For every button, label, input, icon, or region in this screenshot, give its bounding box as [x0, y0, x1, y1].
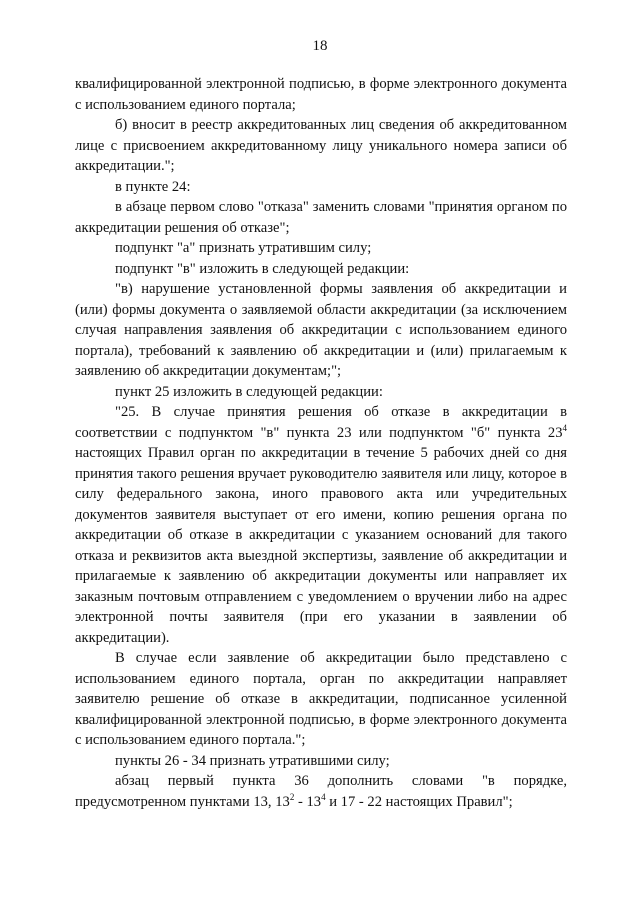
paragraph: б) вносит в реестр аккредитованных лиц сведения об аккредитованном лице с присвоением аккредитованному лицу уникального номера записи об аккредитации."; — [75, 117, 567, 174]
paragraph: в абзаце первом слово "отказа" заменить словами "принятия органом по аккредитации решения об отказе"; — [75, 199, 567, 236]
paragraph: В случае если заявление об аккредитации было представлено с использованием единого портала, орган по аккредитации направляет заявителю решение об отказе в аккредитации, подписанное усиленной квалифицированной электронной подписью, в форме электронного документа с использованием единого портала."; — [75, 650, 567, 748]
paragraph: подпункт "в" изложить в следующей редакции: — [115, 260, 410, 277]
page-number: 18 — [312, 38, 328, 54]
paragraph: в пункте 24: — [115, 178, 191, 195]
paragraph: подпункт "а" признать утратившим силу; — [115, 240, 372, 256]
paragraph-text: настоящих Правил орган по аккредитации в течение 5 рабочих дней со дня принятия такого решения вручает руководителю заявителя или лицу, которое в силу федерального закона, иного правового акта или учредительных документов заявителя выступает от его имени, копию решения органа по аккредитации об отказе в аккредитации с указанием оснований для такого отказа и реквизитов акта выездной экспертизы, заявление об аккредитации и прилагаемые к заявлению об аккредитации документы или направляет их заказным почтовым отправлением с уведомлением о вручении либо на адрес электронной почты заявителя (при его указании в заявлении об аккредитации). — [75, 445, 567, 646]
paragraph: пункты 26 - 34 признать утратившими силу; — [115, 752, 390, 769]
paragraph-text: абзац первый пункта 36 дополнить словами "в порядке, предусмотренном пунктами 13, 13 — [75, 773, 567, 810]
paragraph — [75, 402, 567, 648]
document-body — [75, 74, 567, 812]
superscript: 4 — [321, 791, 326, 802]
superscript: 4 — [562, 422, 567, 433]
paragraph: "в) нарушение установленной формы заявления об аккредитации и (или) формы документа о заявляемой области аккредитации (за исключением случая направления заявления об аккредитации с использованием единого портала), требований к заявлению об аккредитации и (или) прилагаемым к заявлению об аккредитации документам;"; — [75, 281, 567, 379]
paragraph — [75, 771, 567, 812]
paragraph: пункт 25 изложить в следующей редакции: — [115, 383, 383, 400]
paragraph: квалифицированной электронной подписью, в форме электронного документа с использованием единого портала; — [75, 76, 567, 113]
paragraph-text: и 17 - 22 настоящих Правил"; — [325, 793, 513, 810]
superscript: 2 — [289, 791, 295, 802]
paragraph-text: "25. В случае принятия решения об отказе в аккредитации в соответствии с подпунктом "в" пункта 23 или подпунктом "б" пункта 23 — [75, 404, 567, 441]
paragraph-text: - 13 — [294, 793, 322, 810]
